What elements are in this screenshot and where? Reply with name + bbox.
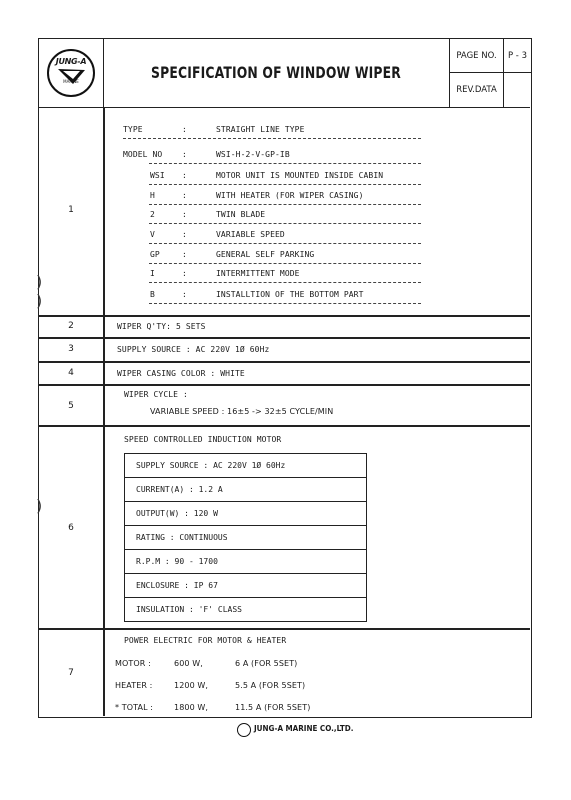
wiper-emblem-icon	[49, 51, 93, 95]
spec-sheet	[38, 38, 532, 718]
spec-separator: :	[182, 250, 187, 259]
row-divider	[39, 425, 530, 427]
power-title: POWER ELECTRIC FOR MOTOR & HEATER	[124, 636, 287, 645]
motor-spec-row: R.P.M : 90 - 1700	[125, 550, 366, 574]
spec-key: H	[150, 191, 155, 200]
wiper-cycle-value: VARIABLE SPEED : 16±5 -> 32±5 CYCLE/MIN	[150, 407, 334, 416]
dashed-separator	[149, 204, 421, 205]
footer	[0, 720, 571, 740]
header	[39, 39, 530, 108]
spec-key: B	[150, 290, 155, 299]
page-title: SPECIFICATION OF WINDOW WIPER	[150, 63, 402, 82]
spec-key: MODEL NO	[123, 150, 163, 159]
motor-spec-row: SUPPLY SOURCE : AC 220V 1Ø 60Hz	[125, 454, 366, 478]
dashed-separator	[149, 184, 421, 185]
motor-title: SPEED CONTROLLED INDUCTION MOTOR	[124, 435, 282, 444]
casing-color: WIPER CASING COLOR : WHITE	[117, 369, 245, 378]
power-label: HEATER :	[115, 681, 153, 690]
dashed-separator	[149, 303, 421, 304]
spec-separator: :	[182, 210, 187, 219]
spec-separator: :	[182, 269, 187, 278]
footer-logo-icon	[237, 723, 251, 737]
spec-value: WITH HEATER (FOR WIPER CASING)	[216, 191, 364, 200]
spec-key: GP	[150, 250, 160, 259]
footer-company: JUNG-A MARINE CO.,LTD.	[254, 724, 354, 733]
spec-value: GENERAL SELF PARKING	[216, 250, 315, 259]
motor-spec-row: OUTPUT(W) : 120 W	[125, 502, 366, 526]
power-watts: 1200 W,	[174, 681, 209, 690]
spec-value: INSTALLTION OF THE BOTTOM PART	[216, 290, 364, 299]
row-divider	[39, 384, 530, 386]
spec-separator: :	[182, 171, 187, 180]
spec-value: VARIABLE SPEED	[216, 230, 285, 239]
dashed-separator	[149, 282, 421, 283]
spec-key: V	[150, 230, 155, 239]
spec-value: MOTOR UNIT IS MOUNTED INSIDE CABIN	[216, 171, 384, 180]
row-number-7: 7	[68, 668, 74, 678]
binder-mark: )	[36, 291, 43, 310]
binder-mark: )	[36, 496, 43, 515]
spec-value: INTERMITTENT MODE	[216, 269, 300, 278]
row-number-3: 3	[68, 344, 74, 354]
row-divider	[39, 337, 530, 339]
row-divider	[39, 315, 530, 317]
row-divider	[39, 361, 530, 363]
spec-separator: :	[182, 191, 187, 200]
motor-spec-row: INSULATION : 'F' CLASS	[136, 605, 242, 614]
power-current: 11.5 A (FOR 5SET)	[235, 703, 311, 712]
spec-value: STRAIGHT LINE TYPE	[216, 125, 305, 134]
row-number-4: 4	[68, 368, 74, 378]
spec-key: WSI	[150, 171, 165, 180]
spec-separator: :	[182, 150, 187, 159]
number-column-divider	[103, 107, 105, 716]
spec-separator: :	[182, 230, 187, 239]
power-label: * TOTAL :	[115, 703, 154, 712]
wiper-qty: WIPER Q'TY: 5 SETS	[117, 322, 206, 331]
rev-data-label: REV.DATA	[450, 73, 504, 107]
dashed-separator	[149, 243, 421, 244]
power-current: 6 A (FOR 5SET)	[235, 659, 298, 668]
spec-key: I	[150, 269, 155, 278]
spec-separator: :	[182, 125, 187, 134]
motor-spec-row: CURRENT(A) : 1.2 A	[125, 478, 366, 502]
power-label: MOTOR :	[115, 659, 151, 668]
spec-separator: :	[182, 290, 187, 299]
dashed-separator	[149, 263, 421, 264]
row-number-1: 1	[68, 205, 74, 215]
dashed-separator	[149, 163, 421, 164]
motor-spec-row: ENCLOSURE : IP 67	[125, 574, 366, 598]
row-number-2: 2	[68, 321, 74, 331]
binder-mark: )	[36, 272, 43, 291]
power-watts: 1800 W,	[174, 703, 209, 712]
spec-value: WSI-H-2-V-GP-IB	[216, 150, 290, 159]
page-no-label: PAGE NO.	[450, 39, 504, 73]
dashed-separator	[123, 138, 421, 139]
company-logo	[47, 49, 95, 97]
page-info	[449, 39, 531, 107]
spec-value: TWIN BLADE	[216, 210, 266, 219]
spec-key: 2	[150, 210, 155, 219]
page-no-value: P - 3	[504, 39, 531, 73]
spec-key: TYPE	[123, 125, 143, 134]
row-divider	[39, 628, 530, 630]
motor-spec-row: RATING : CONTINUOUS	[125, 526, 366, 550]
logo-text: JUNG-A	[55, 57, 87, 66]
row-number-6: 6	[68, 523, 74, 533]
dashed-separator	[149, 223, 421, 224]
logo-sub: MARINE	[63, 79, 79, 84]
wiper-cycle-label: WIPER CYCLE :	[124, 390, 188, 399]
power-current: 5.5 A (FOR 5SET)	[235, 681, 306, 690]
power-watts: 600 W,	[174, 659, 203, 668]
motor-spec-table	[124, 453, 367, 622]
row-number-5: 5	[68, 401, 74, 411]
supply-source: SUPPLY SOURCE : AC 220V 1Ø 60Hz	[117, 345, 270, 354]
logo-cell	[39, 39, 104, 107]
